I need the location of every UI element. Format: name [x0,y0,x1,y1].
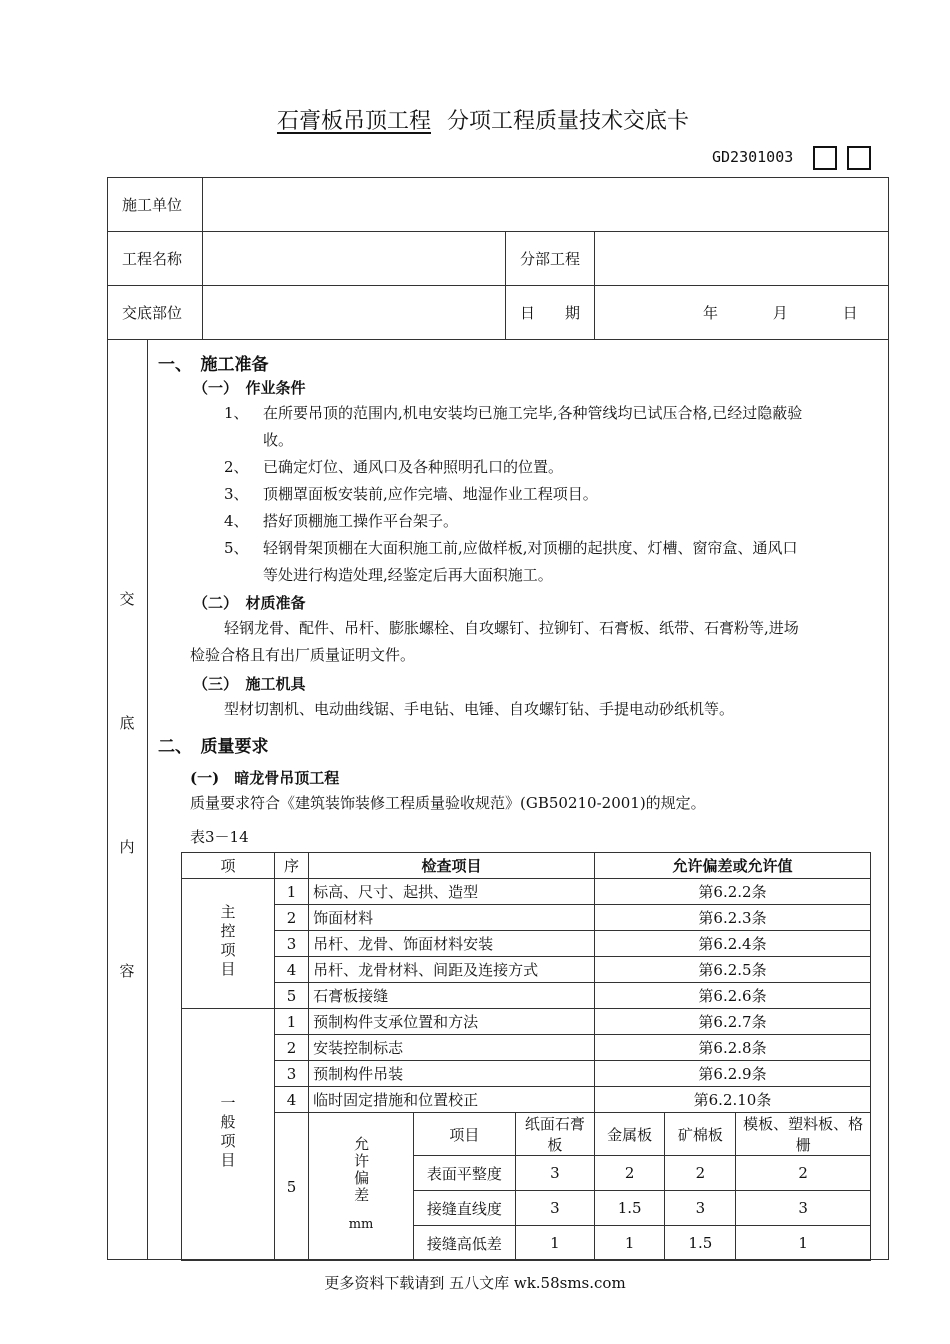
table-number: 表3－14 [190,828,249,846]
general-5-label-text: 允许偏差 [352,1136,371,1204]
general-5-num: 5 [275,1113,309,1261]
cond-4-num: 4、 [224,512,249,530]
sub-row-2-gypsum: 3 [515,1191,594,1226]
sub-row-3-board: 1 [736,1226,871,1261]
project-label: 工程名称 [108,232,203,286]
general-2-val: 第6.2.8条 [595,1035,871,1061]
sub-col-mineral: 矿棉板 [665,1113,736,1156]
main-1-item: 标高、尺寸、起拱、造型 [309,879,595,905]
general-3-num: 3 [275,1061,309,1087]
sub-row-2-board: 3 [736,1191,871,1226]
cond-5-num: 5、 [224,539,249,557]
sub-row-1-mineral: 2 [665,1156,736,1191]
cond-2-text: 已确定灯位、通风口及各种照明孔口的位置。 [263,458,564,476]
section-2a-heading: (一) 暗龙骨吊顶工程 [190,769,340,787]
checkbox-2[interactable] [847,146,871,170]
general-3-val: 第6.2.9条 [595,1061,871,1087]
sub-row-2-name: 接缝直线度 [414,1191,516,1226]
cond-3-num: 3、 [224,485,249,503]
cond-5-text: 轻钢骨架顶棚在大面积施工前,应做样板,对顶棚的起拱度、灯槽、窗帘盒、通风口 [263,539,798,557]
year-label: 年 [703,304,719,322]
division-value[interactable] [595,232,889,286]
general-1-val: 第6.2.7条 [595,1009,871,1035]
sub-col-item: 项目 [414,1113,516,1156]
part-label: 交底部位 [108,286,203,340]
general-4-num: 4 [275,1087,309,1113]
main-2-item: 饰面材料 [309,905,595,931]
main-4-val: 第6.2.5条 [595,957,871,983]
header-item: 项 [182,853,275,879]
header-allow: 允许偏差或允许值 [595,853,871,879]
side-column [107,339,148,1260]
part-value[interactable] [203,286,506,340]
info-table [107,177,889,340]
day-label: 日 [842,304,858,322]
form-code: GD2301003 [712,148,794,166]
sub-col-board: 模板、塑料板、格栅 [736,1113,871,1156]
main-2-num: 2 [275,905,309,931]
cond-2-num: 2、 [224,458,249,476]
general-1-item: 预制构件支承位置和方法 [309,1009,595,1035]
page-title [0,104,950,135]
main-5-item: 石膏板接缝 [309,983,595,1009]
cond-4-text: 搭好顶棚施工操作平台架子。 [263,512,459,530]
header-check: 检查项目 [309,853,595,879]
main-1-num: 1 [275,879,309,905]
main-3-num: 3 [275,931,309,957]
general-2-num: 2 [275,1035,309,1061]
material-text-2: 检验合格且有出厂质量证明文件。 [190,646,416,664]
project-value[interactable] [203,232,506,286]
sub-row-3-metal: 1 [595,1226,665,1261]
footer-link[interactable]: 更多资料下载请到 五八文库 wk.58sms.com [324,1274,626,1292]
date-value[interactable] [595,286,889,340]
requirement-text: 质量要求符合《建筑装饰装修工程质量验收规范》(GB50210-2001)的规定。 [190,794,706,812]
general-4-item: 临时固定措施和位置校正 [309,1087,595,1113]
quality-table [181,852,871,1261]
section-1-heading: 一、 施工准备 [158,355,269,375]
unit-label: 施工单位 [108,178,203,232]
month-label: 月 [772,304,788,322]
main-group-text: 主控项目 [218,903,237,980]
general-group-text: 一般项目 [218,1094,237,1171]
sub-row-3-mineral: 1.5 [665,1226,736,1261]
section-1a-heading: （一） 作业条件 [193,379,306,397]
date-label: 日 期 [506,286,595,340]
unit-value[interactable] [203,178,889,232]
general-5-label [309,1113,414,1261]
sub-row-1-name: 表面平整度 [414,1156,516,1191]
cond-1-num: 1、 [224,404,249,422]
general-3-item: 预制构件吊装 [309,1061,595,1087]
title-rest: 分项工程质量技术交底卡 [447,109,690,134]
material-text-1: 轻钢龙骨、配件、吊杆、膨胀螺栓、自攻螺钉、拉铆钉、石膏板、纸带、石膏粉等,进场 [224,619,799,637]
cond-1-text-2: 收。 [263,431,294,449]
title-project: 石膏板吊顶工程 [276,109,431,134]
main-5-num: 5 [275,983,309,1009]
sub-row-2-mineral: 3 [665,1191,736,1226]
tools-text: 型材切割机、电动曲线锯、手电钻、电锤、自攻螺钉钻、手提电动砂纸机等。 [224,700,735,718]
side-label-4: 容 [119,962,135,980]
sub-row-3-gypsum: 1 [515,1226,594,1261]
sub-col-metal: 金属板 [595,1113,665,1156]
checkbox-1[interactable] [813,146,837,170]
cond-5-text-2: 等处进行构造处理,经鉴定后再大面积施工。 [263,566,553,584]
section-2-heading: 二、 质量要求 [158,737,269,757]
general-4-val: 第6.2.10条 [595,1087,871,1113]
sub-row-1-gypsum: 3 [515,1156,594,1191]
main-1-val: 第6.2.2条 [595,879,871,905]
division-label: 分部工程 [506,232,595,286]
side-label-2: 底 [119,714,135,732]
general-2-item: 安装控制标志 [309,1035,595,1061]
sub-row-2-metal: 1.5 [595,1191,665,1226]
general-1-num: 1 [275,1009,309,1035]
main-3-item: 吊杆、龙骨、饰面材料安装 [309,931,595,957]
sub-row-1-metal: 2 [595,1156,665,1191]
side-label-1: 交 [119,590,135,608]
main-4-num: 4 [275,957,309,983]
header-seq: 序 [275,853,309,879]
section-1b-heading: （二） 材质准备 [193,594,306,612]
main-3-val: 第6.2.4条 [595,931,871,957]
sub-row-1-board: 2 [736,1156,871,1191]
main-4-item: 吊杆、龙骨材料、间距及连接方式 [309,957,595,983]
cond-1-text: 在所要吊顶的范围内,机电安装均已施工完毕,各种管线均已试压合格,已经过隐蔽验 [263,404,803,422]
main-5-val: 第6.2.6条 [595,983,871,1009]
side-label-3: 内 [119,838,135,856]
general-group-label [182,1009,275,1261]
main-2-val: 第6.2.3条 [595,905,871,931]
main-group-label [182,879,275,1009]
section-1c-heading: （三） 施工机具 [193,675,306,693]
cond-3-text: 顶棚罩面板安装前,应作完墙、地湿作业工程项目。 [263,485,598,503]
sub-col-gypsum: 纸面石膏板 [515,1113,594,1156]
sub-row-3-name: 接缝高低差 [414,1226,516,1261]
general-5-unit: mm [348,1217,374,1232]
